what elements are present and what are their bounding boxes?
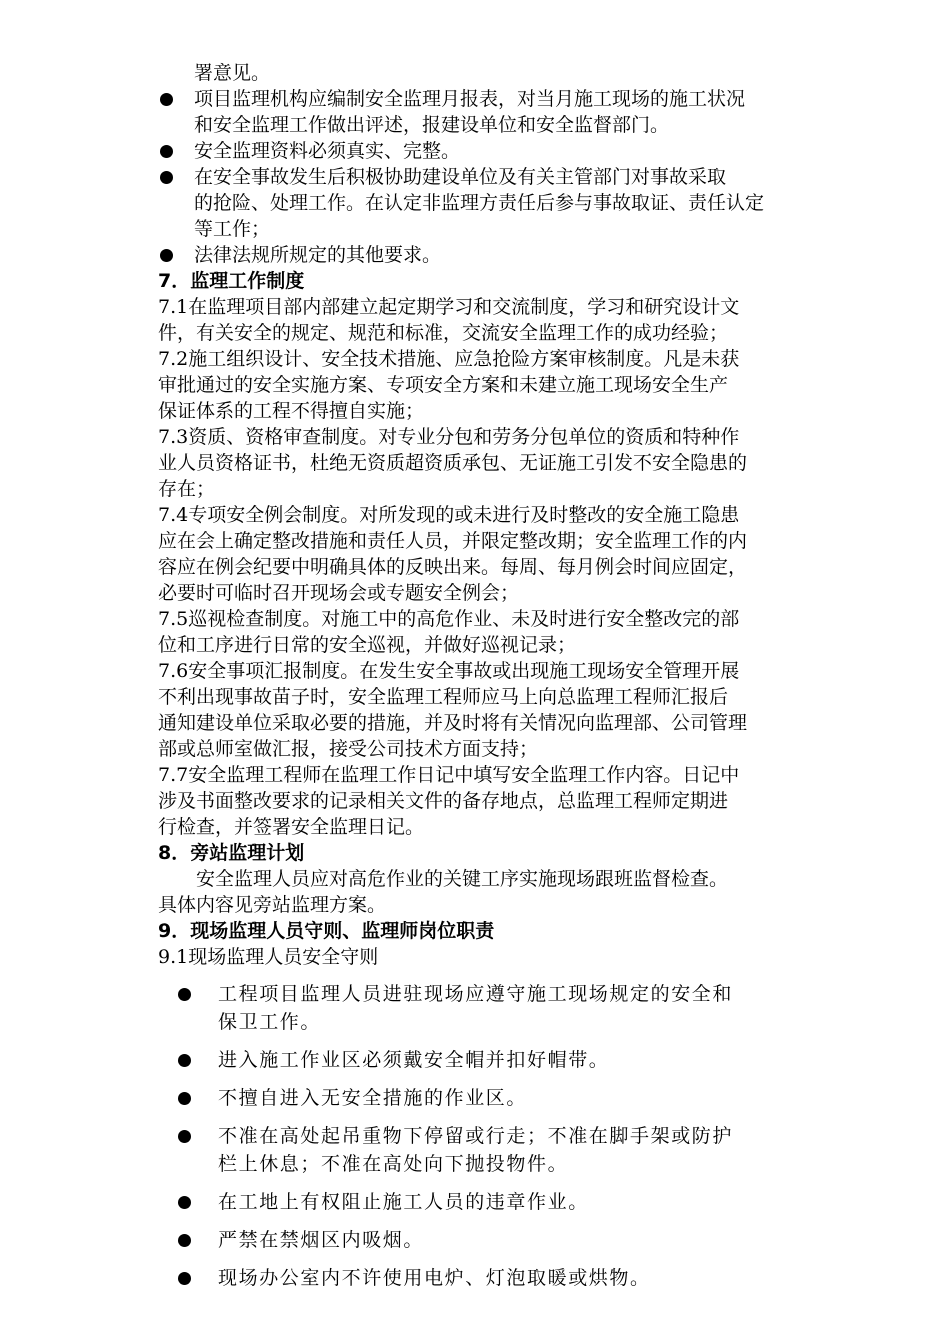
bullet-line: 法律法规所规定的其他要求。: [194, 244, 442, 266]
bullet-dot-icon: [178, 1196, 191, 1209]
list-item: [158, 1226, 840, 1254]
text-line: 通知建设单位采取必要的措施，并及时将有关情况向监理部、公司管理: [158, 712, 748, 734]
text-line: 安全监理人员应对高危作业的关键工序实施现场跟班监督检查。: [196, 868, 729, 890]
text-line: 审批通过的安全实施方案、专项安全方案和未建立施工现场安全生产: [158, 374, 729, 396]
bullet-line: 和安全监理工作做出评述，报建设单位和安全监督部门。: [194, 114, 670, 136]
list-item: [158, 1046, 840, 1074]
bullet-dot-icon: [178, 988, 191, 1001]
list-item: [158, 1084, 840, 1112]
text-line: 业人员资格证书，杜绝无资质超资质承包、无证施工引发不安全隐患的: [158, 452, 748, 474]
bullet-dot-icon: [178, 1054, 191, 1067]
bullet-item: [158, 164, 840, 242]
text-line: 应在会上确定整改措施和责任人员，并限定整改期；安全监理工作的内: [158, 530, 748, 552]
bullet-line: 不准在高处起吊重物下停留或行走；不准在脚手架或防护: [218, 1125, 734, 1147]
bullet-dot-icon: [178, 1092, 191, 1105]
paragraph-7-1: [158, 294, 840, 346]
continuation-line: 署意见。: [194, 62, 271, 84]
text-line: 7.1在监理项目部内部建立起定期学习和交流制度，学习和研究设计文: [158, 296, 740, 318]
paragraph-7-5: [158, 606, 840, 658]
text-line: 位和工序进行日常的安全巡视，并做好巡视记录；: [158, 634, 577, 656]
text-line: 涉及书面整改要求的记录相关文件的备存地点，总监理工程师定期进: [158, 790, 729, 812]
bullet-item: [158, 242, 840, 268]
text-line: 7.2施工组织设计、安全技术措施、应急抢险方案审核制度。凡是未获: [158, 348, 740, 370]
text-line: 必要时可临时召开现场会或专题安全例会；: [158, 582, 520, 604]
document-page: [158, 60, 840, 1302]
subsection-heading-9-1: 9.1现场监理人员安全守则: [158, 946, 379, 968]
bullet-dot-icon: [160, 249, 173, 262]
paragraph-7-7: [158, 762, 840, 840]
bullet-item: [158, 86, 840, 138]
paragraph-7-2: [158, 346, 840, 424]
bullet-line: 严禁在禁烟区内吸烟。: [218, 1229, 425, 1251]
rules-list: [158, 980, 840, 1292]
bullet-dot-icon: [178, 1234, 191, 1247]
bullet-dot-icon: [178, 1272, 191, 1285]
bullet-line: 进入施工作业区必须戴安全帽并扣好帽带。: [218, 1049, 610, 1071]
text-line: 7.6安全事项汇报制度。在发生安全事故或出现施工现场安全管理开展: [158, 660, 740, 682]
text-line: 不利出现事故苗子时，安全监理工程师应马上向总监理工程师汇报后: [158, 686, 729, 708]
text-line: 件，有关安全的规定、规范和标准，交流安全监理工作的成功经验；: [158, 322, 729, 344]
list-item: [158, 980, 840, 1036]
bullet-dot-icon: [160, 93, 173, 106]
bullet-line: 在安全事故发生后积极协助建设单位及有关主管部门对事故采取: [194, 166, 727, 188]
paragraph-7-6: [158, 658, 840, 762]
text-line: 保证体系的工程不得擅自实施；: [158, 400, 425, 422]
bullet-line: 保卫工作。: [218, 1011, 322, 1033]
bullet-line: 现场办公室内不许使用电炉、灯泡取暖或烘物。: [218, 1267, 651, 1289]
text-line: 容应在例会纪要中明确具体的反映出来。每周、每月例会时间应固定，: [158, 556, 748, 578]
paragraph-7-3: [158, 424, 840, 502]
text-line: 7.4专项安全例会制度。对所发现的或未进行及时整改的安全施工隐患: [158, 504, 740, 526]
bullet-line: 安全监理资料必须真实、完整。: [194, 140, 461, 162]
list-item: [158, 1122, 840, 1178]
paragraph-7-4: [158, 502, 840, 606]
text-line: 部或总师室做汇报，接受公司技术方面支持；: [158, 738, 539, 760]
bullet-line: 等工作；: [194, 218, 271, 240]
bullet-line: 栏上休息；不准在高处向下抛投物件。: [218, 1153, 569, 1175]
bullet-dot-icon: [160, 171, 173, 184]
bullet-dot-icon: [178, 1130, 191, 1143]
text-line: 7.3资质、资格审查制度。对专业分包和劳务分包单位的资质和特种作: [158, 426, 740, 448]
bullet-line: 不擅自进入无安全措施的作业区。: [218, 1087, 528, 1109]
text-line: 7.7安全监理工程师在监理工作日记中填写安全监理工作内容。日记中: [158, 764, 740, 786]
bullet-line: 项目监理机构应编制安全监理月报表，对当月施工现场的施工状况: [194, 88, 746, 110]
text-line: 7.5巡视检查制度。对施工中的高危作业、未及时进行安全整改完的部: [158, 608, 740, 630]
bullet-dot-icon: [160, 145, 173, 158]
list-item: [158, 1264, 840, 1292]
bullet-item: [158, 138, 840, 164]
bullet-line: 的抢险、处理工作。在认定非监理方责任后参与事故取证、责任认定: [194, 192, 765, 214]
section-heading-7: 7．监理工作制度: [158, 270, 305, 292]
text-line: 具体内容见旁站监理方案。: [158, 894, 387, 916]
bullet-line: 工程项目监理人员进驻现场应遵守施工现场规定的安全和: [218, 983, 734, 1005]
bullet-line: 在工地上有权阻止施工人员的违章作业。: [218, 1191, 589, 1213]
section-heading-8: 8．旁站监理计划: [158, 842, 305, 864]
list-item: [158, 1188, 840, 1216]
text-line: 行检查，并签署安全监理日记。: [158, 816, 425, 838]
text-line: 存在；: [158, 478, 216, 500]
section-heading-9: 9．现场监理人员守则、监理师岗位职责: [158, 920, 495, 942]
